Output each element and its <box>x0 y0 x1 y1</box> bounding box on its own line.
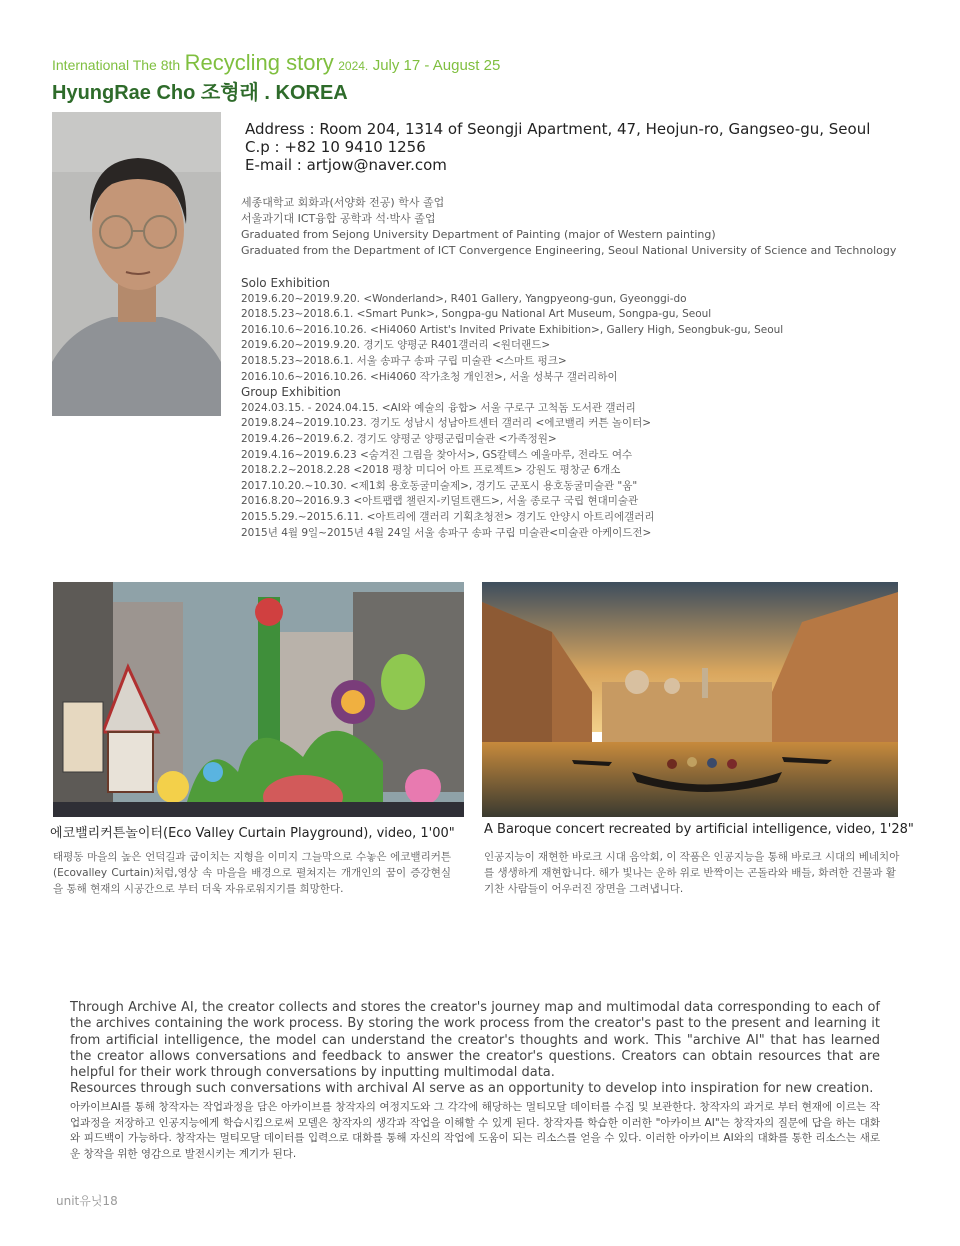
artist-statement-english <box>70 1000 880 1098</box>
artist-statement-korean: 아카이브AI를 통해 창작자는 작업과정을 담은 아카이브를 창작자의 여정지도와 그 각각에 해당하는 멀티모달 데이터를 수집 및 보관한다. 창작자의 과거로 부터 현재에 이르는 작업과정을 저장하고 인공지능에게 학습시킴으로써 모델은 창작자의 생각과 작업을 이해할 수 있게 된다. 창작자를 학습한 이러한 "아카이브 AI"는 창작자의 질문에 답을 하는 대화와 피드백이 가능하다. 창작자는 멀티모달 데이터를 입력으로 대화를 통해 자신의 작업에 도움이 되는 리소스를 얻을 수 있다. 이러한 아카이브 AI와의 대화를 통한 리소스는 새로운 창작을 위한 영감으로 발전시키는 계기가 된다. <box>70 1101 880 1160</box>
artwork-caption: A Baroque concert recreated by artificial intelligence, video, 1'28" <box>484 822 914 837</box>
group-exhibition-item: 2019.4.16~2019.6.23 <숨겨진 그림을 찾아서>, GS칼텍스 예울마루, 전라도 여수 <box>241 448 633 461</box>
education-item: Graduated from the Department of ICT Convergence Engineering, Seoul National University of Science and Technology <box>241 244 897 257</box>
email: E-mail : artjow@naver.com <box>245 156 447 174</box>
header-dates: July 17 - August 25 <box>372 57 501 74</box>
header-year: 2024. <box>338 59 369 73</box>
solo-exhibition-item: 2019.6.20~2019.9.20. <Wonderland>, R401 Gallery, Yangpyeong-gun, Gyeonggi-do <box>241 292 687 305</box>
group-exhibition-item: 2019.4.26~2019.6.2. 경기도 양평군 양평군립미술관 <가족정원> <box>241 432 557 445</box>
group-exhibition-item: 2019.8.24~2019.10.23. 경기도 성남시 성남아트센터 갤러리 <에코밸리 커튼 놀이터> <box>241 417 652 430</box>
solo-exhibition-heading: Solo Exhibition <box>241 276 331 290</box>
education-item: 서울과기대 ICT융합 공학과 석·박사 졸업 <box>241 212 436 225</box>
artwork-baroque-concert-image <box>482 582 898 817</box>
group-exhibition-item: 2017.10.20.~10.30. <제1회 용호동굴미술제>, 경기도 군포시 용호동굴미술관 "움" <box>241 479 638 492</box>
education-item: 세종대학교 회화과(서양화 전공) 학사 졸업 <box>241 196 445 209</box>
group-exhibition-item: 2024.03.15. - 2024.04.15. <AI와 예술의 융합> 서울 구로구 고척돔 도서관 갤러리 <box>241 401 636 414</box>
header-title: Recycling story <box>184 50 334 75</box>
group-exhibition-item: 2018.2.2~2018.2.28 <2018 평창 미디어 아트 프로젝트> 강원도 평창군 6개소 <box>241 464 621 477</box>
group-exhibition-item: 2015년 4월 9일~2015년 4월 24일 서울 송파구 송파 구립 미술관<미술관 아케이드전> <box>241 526 652 539</box>
solo-exhibition-item: 2018.5.23~2018.6.1. 서울 송파구 송파 구립 미술관 <스마트 펑크> <box>241 354 567 367</box>
statement-paragraph: Resources through such conversations with archival AI serve as an opportunity to develop into inspiration for new creation. <box>70 1081 874 1097</box>
solo-exhibition-item: 2016.10.6~2016.10.26. <Hi4060 작가초청 개인전>, 서울 성북구 갤러리하이 <box>241 370 618 383</box>
header-prefix: International The 8th <box>52 57 181 73</box>
contact-info <box>245 120 870 174</box>
artist-portrait <box>52 112 221 416</box>
artwork-caption: 에코밸리커튼놀이터(Eco Valley Curtain Playground), video, 1'00" <box>50 826 455 841</box>
page-footer: unit유닛18 <box>56 1194 118 1208</box>
solo-exhibition-item: 2016.10.6~2016.10.26. <Hi4060 Artist's Invited Private Exhibition>, Gallery High, Seongbuk-gu, Seoul <box>241 323 784 336</box>
solo-exhibition-item: 2018.5.23~2018.6.1. <Smart Punk>, Songpa-gu National Art Museum, Songpa-gu, Seoul <box>241 308 712 321</box>
education-item: Graduated from Sejong University Department of Painting (major of Western painting) <box>241 228 716 241</box>
group-exhibition-item: 2015.5.29.~2015.6.11. <아트리에 갤러리 기획초청전> 경기도 안양시 아트리에갤러리 <box>241 510 655 523</box>
group-exhibition-heading: Group Exhibition <box>241 385 341 400</box>
artist-name: HyungRae Cho 조형래 . KOREA <box>52 82 348 104</box>
education-list <box>241 195 896 259</box>
phone: C.p : +82 10 9410 1256 <box>245 138 426 156</box>
exhibition-history <box>241 276 783 541</box>
solo-exhibition-item: 2019.6.20~2019.9.20. 경기도 양평군 R401갤러리 <원더랜드> <box>241 339 551 352</box>
group-exhibition-item: 2016.8.20~2016.9.3 <아트팹랩 챌린지-키덜트랜드>, 서울 종로구 국립 현대미술관 <box>241 495 639 508</box>
artwork-description: 인공지능이 재현한 바로크 시대 음악회, 이 작품은 인공지능을 통해 바로크 시대의 베네치아를 생생하게 재현합니다. 해가 빛나는 운하 위로 반짝이는 곤돌라와 배들, 화려한 건물과 활기찬 사람들이 어우러진 장면을 그려냅니다. <box>484 851 900 895</box>
address: Address : Room 204, 1314 of Seongji Apartment, 47, Heojun-ro, Gangseo-gu, Seoul <box>245 120 871 138</box>
exhibition-header <box>52 50 500 76</box>
statement-paragraph: Through Archive AI, the creator collects and stores the creator's journey map and multimodal data corresponding to each of the archives containing the work process. By storing the work process from the creator's past to the present and learning it from artificial intelligence, the model can understand the creator's thoughts and work. This "archive AI" that has learned the creator allows conversations and feedback to answer the creator's questions. Creators can obtain resources that are helpful for their work through conversations by inputting multimodal data. <box>70 1000 880 1081</box>
artwork-description: 태평동 마을의 높은 언덕길과 굽이치는 지형을 이미지 그늘막으로 수놓은 에코밸리커튼(Ecovalley Curtain)처럼,영상 속 마을을 배경으로 펼쳐지는 개개인의 꿈이 증강현실을 통해 현재의 시공간으로 부터 더욱 자유로워지기를 희망한다. <box>53 851 451 895</box>
artwork-eco-valley-image <box>53 582 464 817</box>
